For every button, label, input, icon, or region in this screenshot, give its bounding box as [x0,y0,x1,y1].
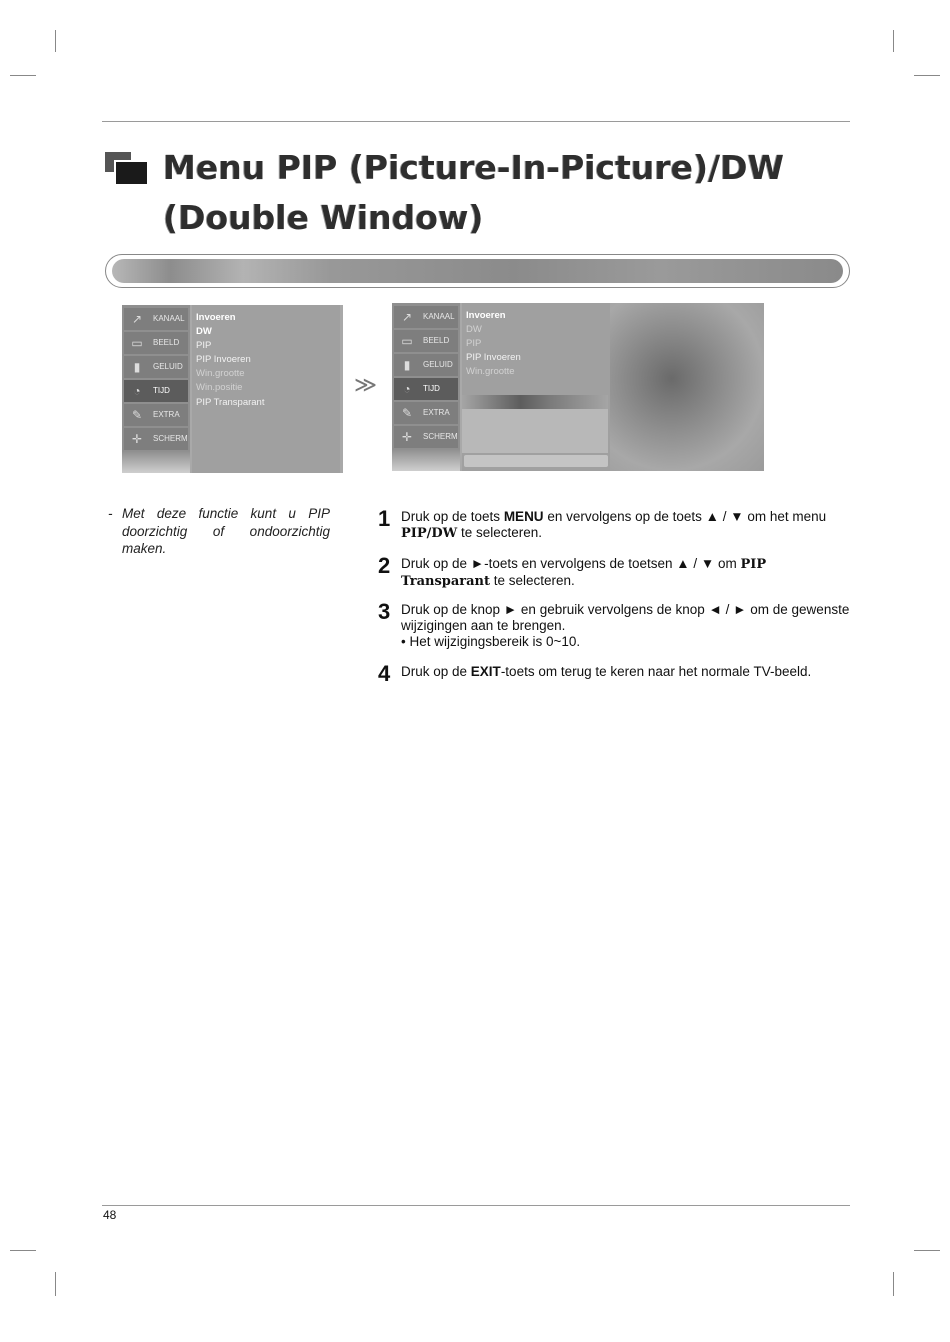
next-arrow: ≫ [354,372,378,397]
emphasis-text: MENU [503,509,544,524]
section-banner [105,254,850,288]
text-run: -toets om terug te keren naar het normale TV-beeld. [500,664,812,679]
menu-option: PIP Invoeren [196,354,251,365]
text-run: Druk op de [401,664,471,679]
sidebar-item-beeld: ▭ BEELD [124,332,188,354]
note-dash: - [108,506,113,521]
text-run: te selecteren. [490,573,575,588]
status-bar [464,455,608,467]
pip-window-icon [105,152,149,186]
step-text [401,602,850,650]
sidebar-item-scherm: ✛ SCHERM [124,428,188,450]
bottom-rule [102,1205,850,1206]
crop-mark [893,30,894,52]
step-number: 3 [378,599,391,624]
sidebar-item-scherm: ✛ SCHERM [394,426,458,448]
menu-sidebar [392,303,460,471]
menu-option: PIP Invoeren [466,352,521,363]
crop-mark [893,1272,894,1296]
speaker-icon: ▮ [403,358,411,372]
sidebar-item-kanaal: ↗ KANAAL [124,308,188,330]
crop-mark [55,1272,56,1296]
crop-mark [10,1250,36,1251]
text-run: te selecteren. [457,525,543,540]
sidebar-item-geluid: ▮ GELUID [124,356,188,378]
menu-options-panel [192,305,340,473]
sidebar-item-extra: ✎ EXTRA [124,404,188,426]
step-text [401,556,850,590]
step-number: 1 [378,506,391,531]
menu-option: Invoeren [196,312,236,323]
menu-option: Win.grootte [196,368,245,379]
menu-option-selected: PIP Transparant [196,397,265,408]
sidebar-item-tijd: ◔ TIJD [394,378,458,400]
crop-mark [10,75,36,76]
wrench-icon: ✎ [131,408,143,422]
emphasis-text: PIP/DW [401,526,458,541]
cross-arrows-icon: ✛ [401,430,413,444]
text-run: Druk op de ►-toets en vervolgens de toetsen ▲ / ▼ om [401,556,741,571]
top-rule [102,121,850,122]
antenna-icon: ↗ [131,312,143,326]
crop-mark [914,75,940,76]
text-run: en vervolgens op de toets ▲ / ▼ om het menu [543,509,827,524]
text-run: Druk op de knop ► en gebruik vervolgens de knop ◄ / ► om de gewenste wijzigingen aan te brengen. [401,602,850,633]
screen-icon: ▭ [401,334,413,348]
menu-option: PIP [196,340,212,351]
cross-arrows-icon: ✛ [131,432,143,446]
menu-screenshot-after [392,303,764,471]
emphasis-text: EXIT [470,664,501,679]
menu-option: Win.grootte [466,366,515,377]
clock-icon: ◔ [133,384,141,398]
crop-mark [55,30,56,52]
sidebar-item-kanaal: ↗ KANAAL [394,306,458,328]
emphasis-text: • Het wijzigingsbereik is 0~10. [401,634,581,649]
title-line-2: (Double Window) [163,198,484,237]
submenu-area [462,409,608,453]
emphasis-text: PIP Transparant [401,557,767,589]
speaker-icon: ▮ [133,360,141,374]
pip-video-preview [610,303,764,471]
sidebar-item-geluid: ▮ GELUID [394,354,458,376]
menu-option: DW [196,326,212,337]
crop-mark [914,1250,940,1251]
step-number: 2 [378,553,391,578]
sidebar-item-tijd: ◔ TIJD [124,380,188,402]
screen-icon: ▭ [131,336,143,350]
sidebar-item-beeld: ▭ BEELD [394,330,458,352]
wrench-icon: ✎ [401,406,413,420]
page-number: 48 [103,1208,117,1222]
antenna-icon: ↗ [401,310,413,324]
side-note [108,505,330,558]
clock-icon: ◔ [403,382,411,396]
menu-option: PIP [466,338,482,349]
menu-option: DW [466,324,482,335]
text-run: Druk op de toets [401,509,504,524]
step-number: 4 [378,661,391,686]
step-text [401,509,850,542]
transparency-slider [462,395,608,409]
title-line-1: Menu PIP (Picture-In-Picture)/DW [163,148,784,187]
page-title [163,143,823,243]
note-text: Met deze functie kunt u PIP doorzichtig of ondoorzichtig maken. [122,506,330,556]
menu-option: Win.positie [196,382,243,393]
menu-screenshot-before [122,305,343,473]
step-text [401,664,850,680]
sidebar-item-extra: ✎ EXTRA [394,402,458,424]
menu-sidebar [122,305,190,473]
menu-option: Invoeren [466,310,506,321]
